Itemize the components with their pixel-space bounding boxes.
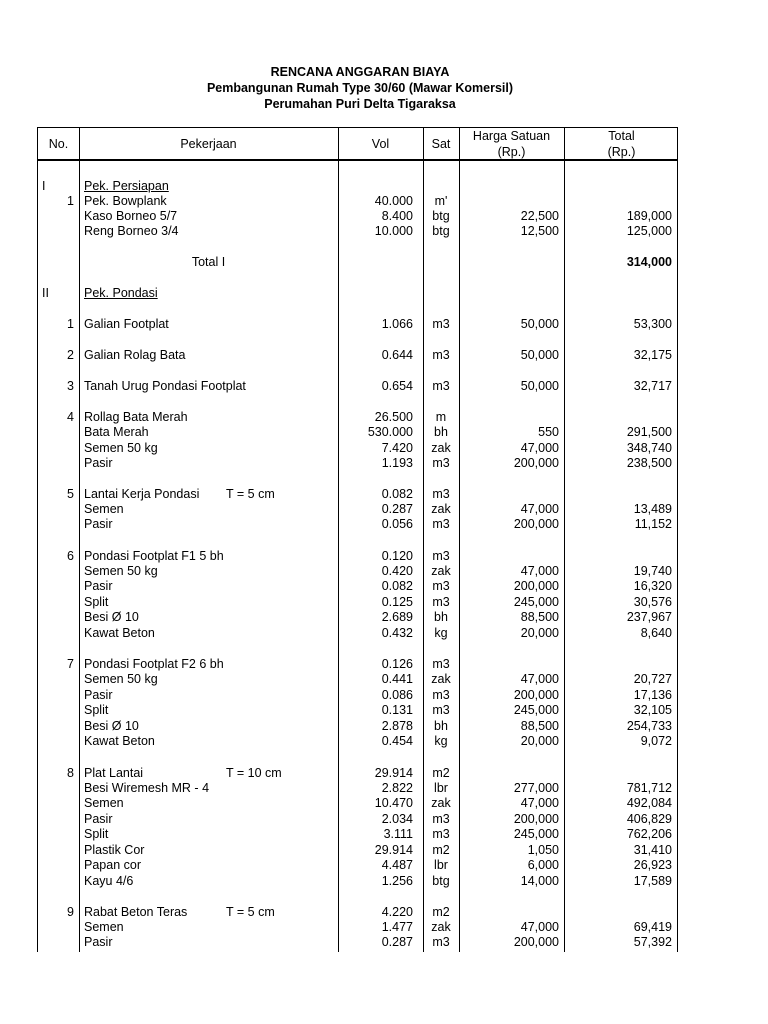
row-description: Rollag Bata Merah bbox=[84, 410, 188, 424]
row-unit-price: 550 bbox=[538, 425, 559, 439]
row-total: 17,136 bbox=[633, 688, 672, 702]
row-unit: btg bbox=[432, 874, 450, 888]
row-volume: 0.432 bbox=[381, 626, 413, 640]
row-total: 19,740 bbox=[633, 564, 672, 578]
row-total: 69,419 bbox=[633, 920, 672, 934]
row-description: Split bbox=[84, 827, 109, 841]
row-volume: 1.066 bbox=[381, 317, 413, 331]
row-description: Total I bbox=[191, 255, 226, 269]
row-unit: zak bbox=[431, 796, 451, 810]
row-number: 6 bbox=[67, 549, 74, 563]
row-unit: m3 bbox=[432, 317, 450, 331]
row-description: Semen 50 kg bbox=[84, 672, 158, 686]
row-description: Galian Footplat bbox=[84, 317, 169, 331]
row-total: 13,489 bbox=[633, 502, 672, 516]
row-volume: 0.287 bbox=[381, 935, 413, 949]
row-total: 406,829 bbox=[626, 812, 672, 826]
row-description: Semen bbox=[84, 502, 124, 516]
row-number: 1 bbox=[67, 317, 74, 331]
row-description: Pondasi Footplat F1 5 bh bbox=[84, 549, 224, 563]
row-unit-price: 47,000 bbox=[520, 796, 559, 810]
row-thickness-note: T = 5 cm bbox=[226, 487, 275, 501]
row-unit: m3 bbox=[432, 379, 450, 393]
row-description: Kawat Beton bbox=[84, 734, 155, 748]
row-unit-price: 47,000 bbox=[520, 672, 559, 686]
row-description: Besi Wiremesh MR - 4 bbox=[84, 781, 210, 795]
col-header-vol: Vol bbox=[371, 137, 390, 151]
row-unit: m3 bbox=[432, 517, 450, 531]
row-unit: m3 bbox=[432, 348, 450, 362]
row-volume: 29.914 bbox=[374, 843, 413, 857]
row-total: 32,175 bbox=[633, 348, 672, 362]
row-total: 781,712 bbox=[626, 781, 672, 795]
row-total: 125,000 bbox=[626, 224, 672, 238]
document-title: RENCANA ANGGARAN BIAYA bbox=[270, 65, 450, 79]
row-description: Split bbox=[84, 703, 109, 717]
row-unit: m bbox=[435, 410, 447, 424]
row-unit-price: 47,000 bbox=[520, 920, 559, 934]
row-total: 762,206 bbox=[626, 827, 672, 841]
row-volume: 0.120 bbox=[381, 549, 413, 563]
row-description: Plastik Cor bbox=[84, 843, 145, 857]
row-volume: 0.082 bbox=[381, 487, 413, 501]
row-volume: 26.500 bbox=[374, 410, 413, 424]
row-thickness-note: T = 5 cm bbox=[226, 905, 275, 919]
row-total: 20,727 bbox=[633, 672, 672, 686]
row-total: 31,410 bbox=[633, 843, 672, 857]
row-number: 7 bbox=[67, 657, 74, 671]
row-volume: 4.487 bbox=[381, 858, 413, 872]
row-number: 8 bbox=[67, 766, 74, 780]
row-total: 9,072 bbox=[640, 734, 672, 748]
row-unit-price: 47,000 bbox=[520, 502, 559, 516]
row-volume: 0.420 bbox=[381, 564, 413, 578]
row-description: Pasir bbox=[84, 456, 113, 470]
row-unit: btg bbox=[432, 224, 450, 238]
row-description: Pek. Pondasi bbox=[84, 286, 158, 300]
row-unit: zak bbox=[431, 920, 451, 934]
row-description: Plat Lantai bbox=[84, 766, 144, 780]
row-unit: kg bbox=[434, 626, 448, 640]
row-total: 26,923 bbox=[633, 858, 672, 872]
row-total: 17,589 bbox=[633, 874, 672, 888]
row-unit-price: 200,000 bbox=[513, 812, 559, 826]
col-header-total: Total bbox=[608, 129, 635, 143]
row-volume: 2.822 bbox=[381, 781, 413, 795]
row-unit-price: 200,000 bbox=[513, 456, 559, 470]
row-description: Besi Ø 10 bbox=[84, 719, 139, 733]
row-unit-price: 1,050 bbox=[527, 843, 559, 857]
col-header-total-unit: (Rp.) bbox=[607, 145, 636, 159]
row-unit-price: 47,000 bbox=[520, 564, 559, 578]
row-description: Rabat Beton Teras bbox=[84, 905, 188, 919]
row-volume: 0.125 bbox=[381, 595, 413, 609]
row-unit-price: 20,000 bbox=[520, 626, 559, 640]
row-number: 1 bbox=[67, 194, 74, 208]
row-unit: m3 bbox=[432, 812, 450, 826]
row-unit-price: 12,500 bbox=[520, 224, 559, 238]
row-unit: m3 bbox=[432, 595, 450, 609]
row-unit: btg bbox=[432, 209, 450, 223]
row-unit: lbr bbox=[434, 858, 448, 872]
row-total: 492,084 bbox=[626, 796, 672, 810]
row-unit: bh bbox=[434, 719, 448, 733]
row-unit: m3 bbox=[432, 579, 450, 593]
row-description: Tanah Urug Pondasi Footplat bbox=[84, 379, 246, 393]
col-header-no: No. bbox=[48, 137, 69, 151]
row-number: 2 bbox=[67, 348, 74, 362]
row-description: Pasir bbox=[84, 688, 113, 702]
row-volume: 10.000 bbox=[374, 224, 413, 238]
row-unit-price: 88,500 bbox=[520, 719, 559, 733]
row-volume: 0.131 bbox=[381, 703, 413, 717]
row-unit: bh bbox=[434, 610, 448, 624]
row-unit: m' bbox=[434, 194, 448, 208]
row-total: 238,500 bbox=[626, 456, 672, 470]
row-total: 11,152 bbox=[634, 517, 672, 531]
row-description: Pasir bbox=[84, 935, 113, 949]
row-total: 53,300 bbox=[633, 317, 672, 331]
row-number: 4 bbox=[67, 410, 74, 424]
row-unit: m3 bbox=[432, 657, 450, 671]
row-total: 314,000 bbox=[626, 255, 672, 269]
row-unit-price: 50,000 bbox=[520, 348, 559, 362]
row-volume: 7.420 bbox=[381, 441, 413, 455]
row-description: Pasir bbox=[84, 579, 113, 593]
row-volume: 4.220 bbox=[381, 905, 413, 919]
row-volume: 0.454 bbox=[381, 734, 413, 748]
row-volume: 1.256 bbox=[381, 874, 413, 888]
row-total: 32,717 bbox=[633, 379, 672, 393]
col-header-sat: Sat bbox=[431, 137, 451, 151]
row-volume: 2.878 bbox=[381, 719, 413, 733]
row-unit-price: 20,000 bbox=[520, 734, 559, 748]
row-unit: zak bbox=[431, 441, 451, 455]
row-volume: 0.654 bbox=[381, 379, 413, 393]
row-total: 291,500 bbox=[626, 425, 672, 439]
row-description: Bata Merah bbox=[84, 425, 149, 439]
row-description: Besi Ø 10 bbox=[84, 610, 139, 624]
row-description: Papan cor bbox=[84, 858, 141, 872]
row-volume: 8.400 bbox=[381, 209, 413, 223]
row-volume: 0.126 bbox=[381, 657, 413, 671]
row-unit-price: 14,000 bbox=[520, 874, 559, 888]
row-description: Semen bbox=[84, 920, 124, 934]
row-description: Pek. Bowplank bbox=[84, 194, 167, 208]
row-description: Kaso Borneo 5/7 bbox=[84, 209, 178, 223]
row-total: 348,740 bbox=[626, 441, 672, 455]
row-description: Reng Borneo 3/4 bbox=[84, 224, 179, 238]
row-unit: m2 bbox=[432, 843, 450, 857]
row-unit: m3 bbox=[432, 487, 450, 501]
row-description: Semen 50 kg bbox=[84, 564, 158, 578]
row-description: Lantai Kerja Pondasi bbox=[84, 487, 200, 501]
row-number: 9 bbox=[67, 905, 74, 919]
row-description: Pasir bbox=[84, 517, 113, 531]
row-unit: zak bbox=[431, 672, 451, 686]
row-volume: 0.086 bbox=[381, 688, 413, 702]
row-unit: m3 bbox=[432, 688, 450, 702]
row-description: Galian Rolag Bata bbox=[84, 348, 186, 362]
row-volume: 0.441 bbox=[381, 672, 413, 686]
row-description: Pek. Persiapan bbox=[84, 179, 169, 193]
row-unit: kg bbox=[434, 734, 448, 748]
row-unit-price: 277,000 bbox=[513, 781, 559, 795]
row-thickness-note: T = 10 cm bbox=[226, 766, 282, 780]
row-unit-price: 22,500 bbox=[520, 209, 559, 223]
row-total: 16,320 bbox=[633, 579, 672, 593]
document-subtitle: Pembangunan Rumah Type 30/60 (Mawar Komersil) bbox=[206, 81, 514, 95]
col-header-harga-unit: (Rp.) bbox=[497, 145, 526, 159]
row-total: 254,733 bbox=[626, 719, 672, 733]
row-volume: 0.644 bbox=[381, 348, 413, 362]
row-unit: m3 bbox=[432, 703, 450, 717]
row-number: 3 bbox=[67, 379, 74, 393]
row-unit: bh bbox=[434, 425, 448, 439]
row-description: Semen bbox=[84, 796, 124, 810]
row-description: Pondasi Footplat F2 6 bh bbox=[84, 657, 224, 671]
row-volume: 0.082 bbox=[381, 579, 413, 593]
row-volume: 29.914 bbox=[374, 766, 413, 780]
row-description: Split bbox=[84, 595, 109, 609]
row-unit-price: 88,500 bbox=[520, 610, 559, 624]
row-unit-price: 245,000 bbox=[513, 703, 559, 717]
row-unit-price: 200,000 bbox=[513, 688, 559, 702]
row-number: II bbox=[42, 286, 49, 300]
row-total: 189,000 bbox=[626, 209, 672, 223]
row-total: 57,392 bbox=[633, 935, 672, 949]
row-unit-price: 200,000 bbox=[513, 579, 559, 593]
row-total: 30,576 bbox=[633, 595, 672, 609]
row-unit: m2 bbox=[432, 905, 450, 919]
row-volume: 0.056 bbox=[381, 517, 413, 531]
row-unit: m3 bbox=[432, 827, 450, 841]
row-volume: 0.287 bbox=[381, 502, 413, 516]
row-unit: m3 bbox=[432, 549, 450, 563]
row-number: I bbox=[42, 179, 46, 193]
budget-table bbox=[37, 127, 678, 952]
row-unit: m3 bbox=[432, 935, 450, 949]
row-unit-price: 6,000 bbox=[527, 858, 559, 872]
row-volume: 10.470 bbox=[374, 796, 413, 810]
row-unit: m3 bbox=[432, 456, 450, 470]
row-unit-price: 200,000 bbox=[513, 935, 559, 949]
row-unit-price: 47,000 bbox=[520, 441, 559, 455]
row-volume: 530.000 bbox=[367, 425, 413, 439]
row-description: Pasir bbox=[84, 812, 113, 826]
row-description: Semen 50 kg bbox=[84, 441, 158, 455]
row-volume: 40.000 bbox=[374, 194, 413, 208]
row-unit-price: 50,000 bbox=[520, 317, 559, 331]
row-total: 32,105 bbox=[633, 703, 672, 717]
row-total: 237,967 bbox=[626, 610, 672, 624]
row-unit-price: 200,000 bbox=[513, 517, 559, 531]
row-volume: 2.034 bbox=[381, 812, 413, 826]
col-header-pekerjaan: Pekerjaan bbox=[180, 137, 237, 151]
row-unit: m2 bbox=[432, 766, 450, 780]
row-volume: 2.689 bbox=[381, 610, 413, 624]
row-unit: lbr bbox=[434, 781, 448, 795]
row-volume: 3.111 bbox=[383, 827, 413, 841]
row-unit-price: 245,000 bbox=[513, 827, 559, 841]
row-description: Kawat Beton bbox=[84, 626, 155, 640]
row-volume: 1.193 bbox=[381, 456, 413, 470]
col-header-harga: Harga Satuan bbox=[472, 129, 551, 143]
row-unit: zak bbox=[431, 502, 451, 516]
row-total: 8,640 bbox=[640, 626, 672, 640]
document-location: Perumahan Puri Delta Tigaraksa bbox=[264, 97, 456, 111]
row-unit-price: 50,000 bbox=[520, 379, 559, 393]
row-number: 5 bbox=[67, 487, 74, 501]
row-unit-price: 245,000 bbox=[513, 595, 559, 609]
row-description: Kayu 4/6 bbox=[84, 874, 134, 888]
row-volume: 1.477 bbox=[381, 920, 413, 934]
row-unit: zak bbox=[431, 564, 451, 578]
